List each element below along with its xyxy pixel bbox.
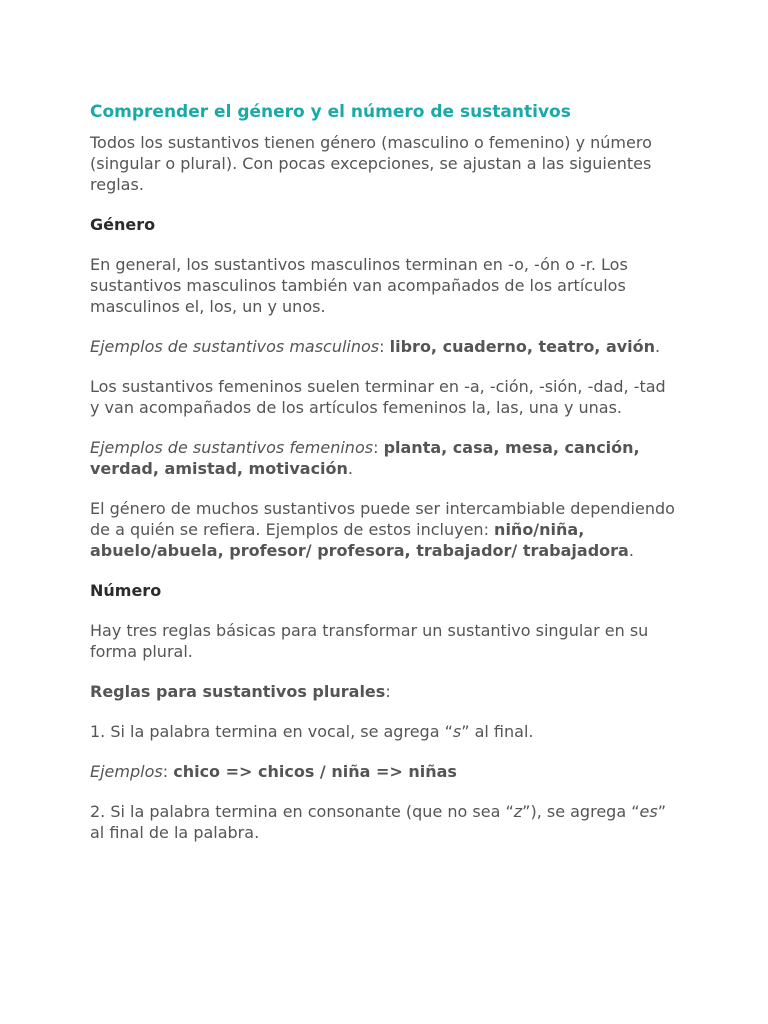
- feminine-examples: Ejemplos de sustantivos femeninos: planta, casa, mesa, canción, verdad, amistad, motivación.: [90, 438, 640, 478]
- rule-1-text-end: ” al final.: [461, 722, 534, 741]
- plural-rules-label: Reglas para sustantivos plurales: [90, 682, 386, 701]
- document-page: [90, 101, 680, 862]
- intro-paragraph: Todos los sustantivos tienen género (masculino o femenino) y número (singular o plural). Con pocas excepciones, se ajustan a las siguientes reglas.: [90, 133, 652, 194]
- plural-rule-2: [90, 801, 680, 843]
- rule-1-examples-label: Ejemplos: [90, 762, 163, 781]
- document-title: Comprender el género y el número de sustantivos: [90, 102, 571, 122]
- genero-heading: Género: [90, 215, 156, 234]
- rule-1-suffix: s: [452, 722, 462, 741]
- numero-paragraph-1: Hay tres reglas básicas para transformar un sustantivo singular en su forma plural.: [90, 621, 649, 661]
- rule-2-text-end: ” al final de la palabra.: [90, 802, 666, 842]
- rule-2-text-middle: ”), se agrega “: [522, 802, 640, 821]
- interchangeable-examples-words: niño/niña, abuelo/abuela, profesor/ profesora, trabajador/ trabajadora: [90, 520, 629, 560]
- masculine-examples-label: Ejemplos de sustantivos masculinos: [90, 337, 380, 356]
- masculine-examples: Ejemplos de sustantivos masculinos: libro, cuaderno, teatro, avión.: [90, 337, 661, 356]
- numero-heading: Número: [90, 581, 162, 600]
- plural-rule-1-examples: Ejemplos: chico => chicos / niña => niñas: [90, 762, 457, 781]
- genero-paragraph-1: En general, los sustantivos masculinos terminan en -o, -ón o -r. Los sustantivos masculinos también van acompañados de los artículos masculinos el, los, un y unos.: [90, 255, 628, 316]
- genero-paragraph-3: El género de muchos sustantivos puede ser intercambiable dependiendo de a quién se refiera. Ejemplos de estos incluyen: niño/niña, abuelo/abuela, profesor/ profesora, trabajador/ trabajadora.: [90, 499, 675, 560]
- feminine-examples-words: planta, casa, mesa, canción, verdad, amistad, motivación: [90, 438, 640, 478]
- rule-1-examples-words: chico => chicos / niña => niñas: [173, 762, 457, 781]
- feminine-examples-label: Ejemplos de sustantivos femeninos: [90, 438, 374, 457]
- rule-2-suffix: es: [639, 802, 658, 821]
- plural-rule-1: [90, 721, 680, 742]
- masculine-examples-words: libro, cuaderno, teatro, avión: [389, 337, 656, 356]
- rule-2-exception-letter: z: [513, 802, 523, 821]
- genero-paragraph-3-text: El género de muchos sustantivos puede ser intercambiable dependiendo de a quién se refiera. Ejemplos de estos incluyen:: [90, 499, 675, 539]
- rule-1-text-start: 1. Si la palabra termina en vocal, se agrega “: [90, 722, 453, 741]
- plural-rules-heading: Reglas para sustantivos plurales:: [90, 682, 391, 701]
- genero-paragraph-2: Los sustantivos femeninos suelen terminar en -a, -ción, -sión, -dad, -tad y van acompañados de los artículos femeninos la, las, una y unas.: [90, 377, 666, 417]
- rule-2-text-start: 2. Si la palabra termina en consonante (que no sea “: [90, 802, 514, 821]
